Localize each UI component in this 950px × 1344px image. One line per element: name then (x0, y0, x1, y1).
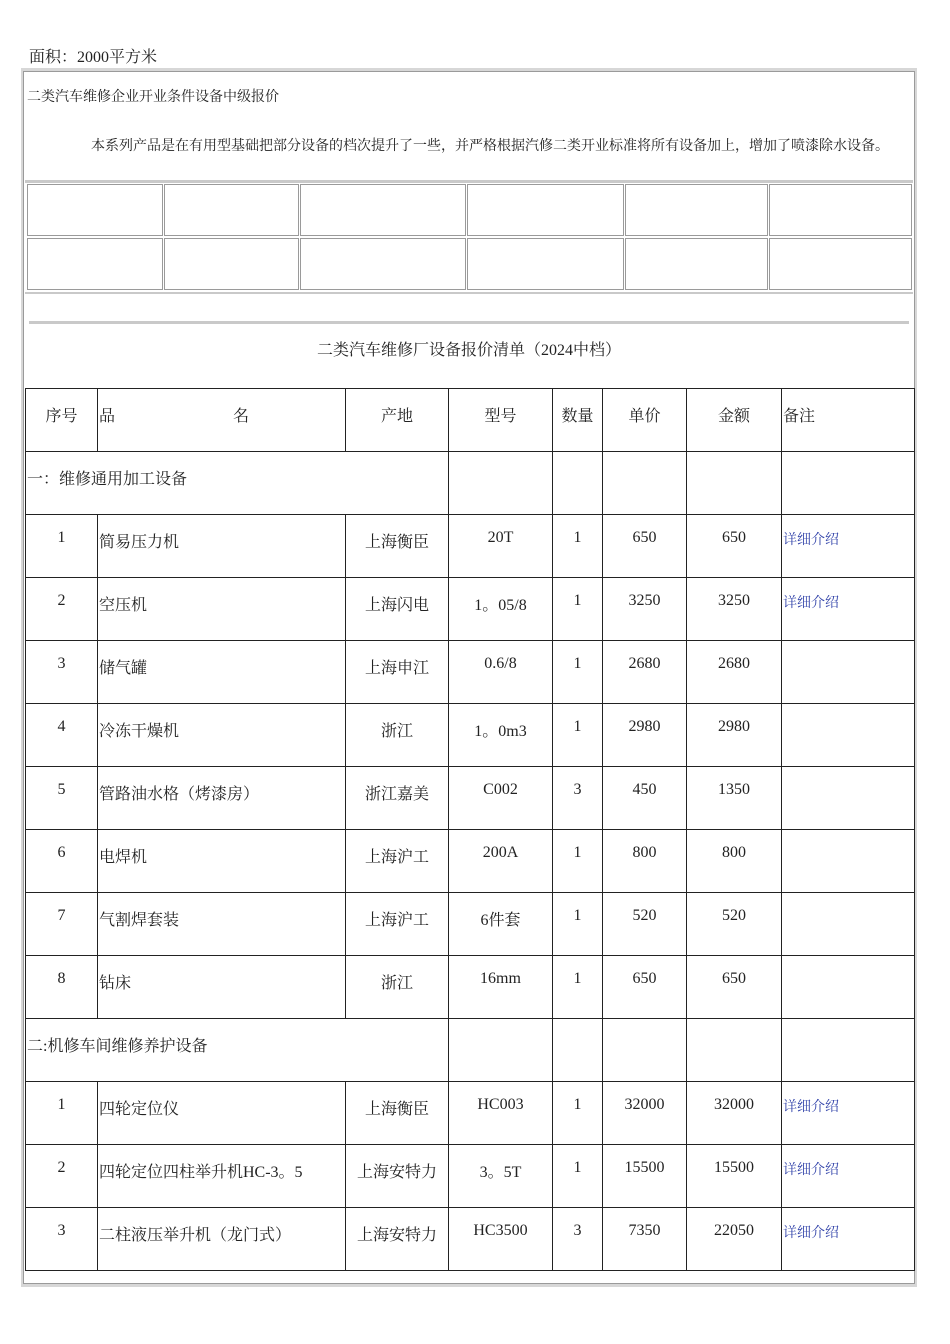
product-name: 二柱液压举升机（龙门式） (98, 1208, 346, 1271)
detail-link[interactable]: 详细介绍 (783, 1226, 839, 1241)
section-heading: 二类汽车维修企业开业条件设备中级报价 (27, 90, 279, 105)
row-number: 1 (26, 1082, 98, 1145)
note-cell (782, 1208, 915, 1271)
column-header: 备注 (782, 389, 915, 452)
grid-cell (300, 184, 466, 236)
unit-price-cell: 7350 (603, 1208, 687, 1271)
area-label: 面积：2000平方米 (29, 49, 158, 66)
row-number: 6 (26, 830, 98, 893)
column-header: 数量 (553, 389, 603, 452)
section-row (26, 1019, 915, 1082)
note-cell (782, 641, 915, 704)
product-name: 简易压力机 (98, 515, 346, 578)
model-cell: HC003 (449, 1082, 553, 1145)
empty-cell (782, 452, 915, 515)
column-header: 单价 (603, 389, 687, 452)
origin-cell: 上海申江 (346, 641, 449, 704)
product-name: 四轮定位四柱举升机HC-3。5 (98, 1145, 346, 1208)
product-name: 电焊机 (98, 830, 346, 893)
row-number: 3 (26, 641, 98, 704)
origin-cell: 浙江 (346, 704, 449, 767)
amount-cell: 520 (687, 893, 782, 956)
unit-price-cell: 2680 (603, 641, 687, 704)
amount-cell: 650 (687, 515, 782, 578)
table-row (26, 578, 915, 641)
model-cell: HC3500 (449, 1208, 553, 1271)
unit-price-cell: 520 (603, 893, 687, 956)
unit-price-cell: 650 (603, 956, 687, 1019)
product-name: 管路油水格（烤漆房） (98, 767, 346, 830)
grid-cell (164, 184, 299, 236)
empty-cell (687, 452, 782, 515)
table-header-row (26, 389, 915, 452)
model-cell: 6件套 (449, 893, 553, 956)
product-name: 四轮定位仪 (98, 1082, 346, 1145)
model-cell: 200A (449, 830, 553, 893)
column-header: 产地 (346, 389, 449, 452)
quantity-cell: 1 (553, 704, 603, 767)
divider (25, 180, 913, 183)
table-row (26, 893, 915, 956)
quantity-cell: 3 (553, 767, 603, 830)
amount-cell: 3250 (687, 578, 782, 641)
detail-link[interactable]: 详细介绍 (783, 1100, 839, 1115)
origin-cell: 上海闪电 (346, 578, 449, 641)
model-cell: 1。0m3 (449, 704, 553, 767)
empty-cell (553, 452, 603, 515)
empty-cell (553, 1019, 603, 1082)
quantity-cell: 1 (553, 1082, 603, 1145)
detail-link[interactable]: 详细介绍 (783, 596, 839, 611)
row-number: 4 (26, 704, 98, 767)
row-number: 7 (26, 893, 98, 956)
origin-cell: 上海安特力 (346, 1208, 449, 1271)
note-cell (782, 515, 915, 578)
quantity-cell: 1 (553, 893, 603, 956)
model-cell: 16mm (449, 956, 553, 1019)
empty-cell (449, 1019, 553, 1082)
origin-cell: 上海衡臣 (346, 515, 449, 578)
column-header: 金额 (687, 389, 782, 452)
empty-cell (687, 1019, 782, 1082)
divider (25, 292, 913, 294)
table-row (26, 1145, 915, 1208)
amount-cell: 15500 (687, 1145, 782, 1208)
amount-cell: 22050 (687, 1208, 782, 1271)
origin-cell: 浙江 (346, 956, 449, 1019)
detail-link[interactable]: 详细介绍 (783, 533, 839, 548)
empty-cell (603, 452, 687, 515)
grid-cell (27, 238, 163, 290)
quantity-cell: 1 (553, 956, 603, 1019)
note-cell (782, 1145, 915, 1208)
note-cell (782, 956, 915, 1019)
grid-cell (164, 238, 299, 290)
amount-cell: 1350 (687, 767, 782, 830)
intro-paragraph: 本系列产品是在有用型基础把部分设备的档次提升了一些，并严格根据汽修二类开业标准将所有设备加上，增加了喷漆除水设备。 (91, 139, 889, 154)
row-number: 2 (26, 578, 98, 641)
divider (29, 321, 909, 324)
quantity-cell: 1 (553, 1145, 603, 1208)
list-title: 二类汽车维修厂设备报价清单（2024中档） (316, 342, 621, 359)
row-number: 8 (26, 956, 98, 1019)
unit-price-cell: 800 (603, 830, 687, 893)
note-cell (782, 767, 915, 830)
unit-price-cell: 3250 (603, 578, 687, 641)
model-cell: 1。05/8 (449, 578, 553, 641)
table-row (26, 1082, 915, 1145)
product-name: 气割焊套装 (98, 893, 346, 956)
origin-cell: 浙江嘉美 (346, 767, 449, 830)
note-cell (782, 704, 915, 767)
table-row (26, 704, 915, 767)
grid-cell (625, 184, 768, 236)
product-name: 储气罐 (98, 641, 346, 704)
grid-cell (300, 238, 466, 290)
section-title: 二:机修车间维修养护设备 (26, 1019, 449, 1082)
row-number: 5 (26, 767, 98, 830)
grid-cell (769, 184, 912, 236)
section-title: 一：维修通用加工设备 (26, 452, 449, 515)
origin-cell: 上海沪工 (346, 893, 449, 956)
note-cell (782, 578, 915, 641)
grid-cell (27, 184, 163, 236)
unit-price-cell: 450 (603, 767, 687, 830)
grid-cell (467, 184, 624, 236)
amount-cell: 2680 (687, 641, 782, 704)
table-row (26, 830, 915, 893)
unit-price-cell: 650 (603, 515, 687, 578)
price-table (25, 388, 915, 1271)
quantity-cell: 1 (553, 830, 603, 893)
table-row (26, 956, 915, 1019)
column-header (98, 389, 346, 452)
quantity-cell: 1 (553, 578, 603, 641)
quantity-cell: 1 (553, 515, 603, 578)
origin-cell: 上海沪工 (346, 830, 449, 893)
amount-cell: 2980 (687, 704, 782, 767)
table-row (26, 641, 915, 704)
row-number: 1 (26, 515, 98, 578)
row-number: 3 (26, 1208, 98, 1271)
origin-cell: 上海衡臣 (346, 1082, 449, 1145)
model-cell: 20T (449, 515, 553, 578)
unit-price-cell: 32000 (603, 1082, 687, 1145)
empty-cell (449, 452, 553, 515)
grid-cell (769, 238, 912, 290)
grid-cell (467, 238, 624, 290)
unit-price-cell: 15500 (603, 1145, 687, 1208)
model-cell: 0.6/8 (449, 641, 553, 704)
column-header-part: 名 (232, 408, 249, 425)
row-number: 2 (26, 1145, 98, 1208)
quantity-cell: 1 (553, 641, 603, 704)
quantity-cell: 3 (553, 1208, 603, 1271)
note-cell (782, 893, 915, 956)
column-header: 序号 (26, 389, 98, 452)
unit-price-cell: 2980 (603, 704, 687, 767)
table-row (26, 767, 915, 830)
table-row (26, 515, 915, 578)
note-cell (782, 1082, 915, 1145)
model-cell: 3。5T (449, 1145, 553, 1208)
amount-cell: 650 (687, 956, 782, 1019)
detail-link[interactable]: 详细介绍 (783, 1163, 839, 1178)
section-row (26, 452, 915, 515)
table-row (26, 1208, 915, 1271)
grid-cell (625, 238, 768, 290)
product-name: 空压机 (98, 578, 346, 641)
empty-cell (782, 1019, 915, 1082)
column-header-part: 品 (99, 408, 116, 425)
origin-cell: 上海安特力 (346, 1145, 449, 1208)
amount-cell: 32000 (687, 1082, 782, 1145)
amount-cell: 800 (687, 830, 782, 893)
product-name: 钻床 (98, 956, 346, 1019)
column-header: 型号 (449, 389, 553, 452)
product-name: 冷冻干燥机 (98, 704, 346, 767)
note-cell (782, 830, 915, 893)
model-cell: C002 (449, 767, 553, 830)
empty-cell (603, 1019, 687, 1082)
